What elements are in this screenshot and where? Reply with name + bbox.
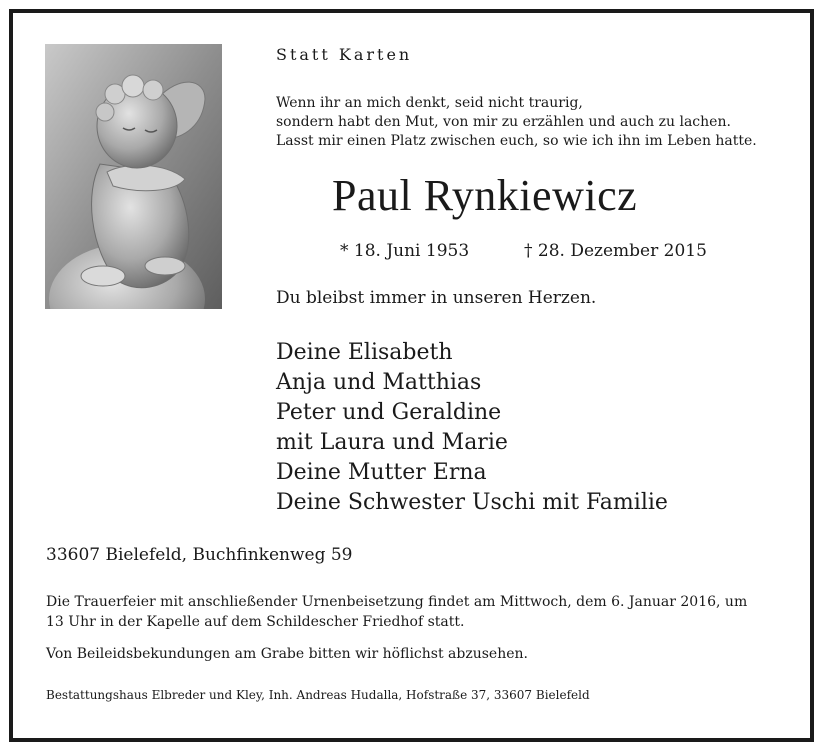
remembrance-line: Du bleibst immer in unseren Herzen. <box>276 288 597 308</box>
ceremony-info <box>46 592 747 632</box>
condolence-note: Von Beileidsbekundungen am Grabe bitten wir höflichst abzusehen. <box>46 646 528 662</box>
deceased-name: Paul Rynkiewicz <box>332 171 638 220</box>
poem-line: Wenn ihr an mich denkt, seid nicht traurig, <box>276 95 583 111</box>
family-line: mit Laura und Marie <box>276 430 508 455</box>
ceremony-line: Die Trauerfeier mit anschließender Urnenbeisetzung findet am Mittwoch, dem 6. Januar 2016, um <box>46 594 748 610</box>
family-line: Anja und Matthias <box>276 370 482 395</box>
undertaker-info: Bestattungshaus Elbreder und Kley, Inh. Andreas Hudalla, Hofstraße 37, 33607 Bielefeld <box>46 688 590 702</box>
family-line: Peter und Geraldine <box>276 400 502 425</box>
family-signatures <box>276 338 668 518</box>
poem-line: sondern habt den Mut, von mir zu erzählen und auch zu lachen. <box>276 114 731 130</box>
family-line: Deine Elisabeth <box>276 340 453 365</box>
cherub-icon <box>45 44 222 309</box>
birth-date: * 18. Juni 1953 <box>340 241 470 261</box>
poem <box>276 94 757 151</box>
poem-line: Lasst mir einen Platz zwischen euch, so wie ich ihn im Leben hatte. <box>276 133 757 149</box>
ceremony-line: 13 Uhr in der Kapelle auf dem Schildescher Friedhof statt. <box>46 614 465 630</box>
family-address: 33607 Bielefeld, Buchfinkenweg 59 <box>46 545 353 565</box>
statt-karten-heading: Statt Karten <box>276 45 413 64</box>
angel-statue-photo <box>45 44 222 309</box>
family-line: Deine Schwester Uschi mit Familie <box>276 490 668 515</box>
death-date: † 28. Dezember 2015 <box>524 241 707 261</box>
family-line: Deine Mutter Erna <box>276 460 487 485</box>
